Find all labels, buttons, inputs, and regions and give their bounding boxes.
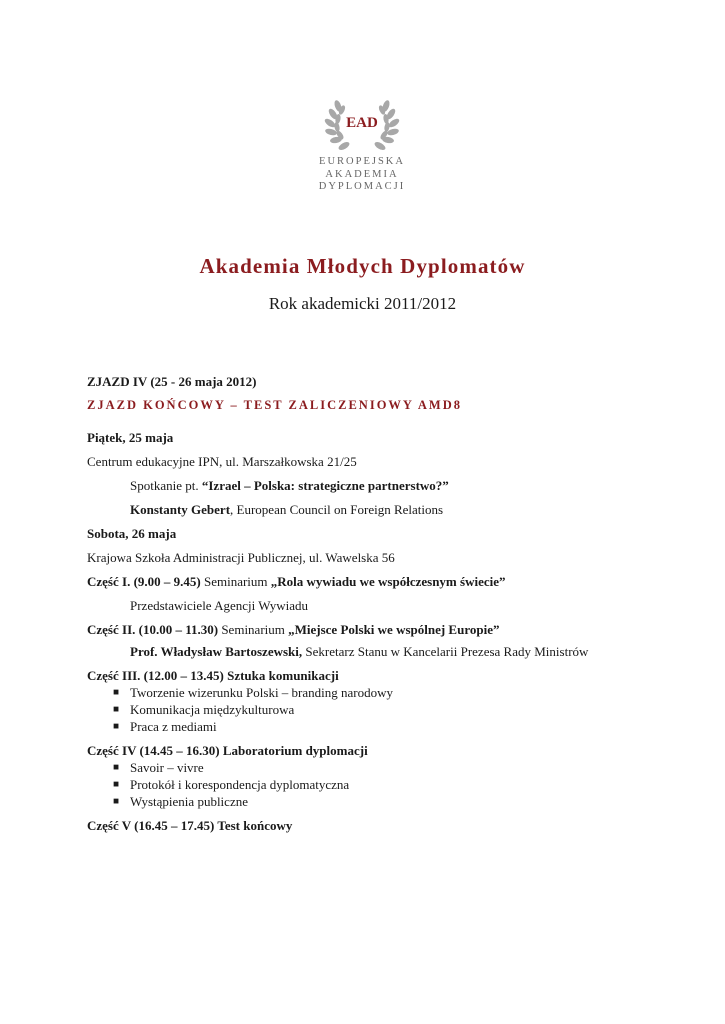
part3-label: Część III. (12.00 – 13.45) Sztuka komunikacji [87, 668, 339, 683]
part3-item-3: Praca z mediami [130, 719, 217, 734]
page-title: Akademia Młodych Dyplomatów [199, 254, 526, 278]
part1-label: Część I. (9.00 – 9.45) [87, 574, 201, 589]
logo-line-3: DYPLOMACJI [318, 181, 406, 192]
logo-line-1: EUROPEJSKA [319, 156, 405, 167]
part4-item-3: Wystąpienia publiczne [130, 794, 248, 809]
part4-label: Część IV (14.45 – 16.30) Laboratorium dyplomacji [87, 743, 368, 758]
bullet-icon: ■ [113, 687, 120, 698]
bullet-icon: ■ [113, 796, 120, 807]
part2-title: „Miejsce Polski we wspólnej Europie” [288, 622, 500, 637]
friday-speaker-name: Konstanty Gebert [130, 502, 231, 517]
logo-line-2: AKADEMIA [325, 168, 399, 180]
laurel-wreath-icon [312, 96, 412, 156]
part2-speaker-name: Prof. Władysław Bartoszewski, [130, 644, 303, 659]
part1-mid: Seminarium [200, 574, 271, 589]
zjazd-heading: ZJAZD IV (25 - 26 maja 2012) [87, 374, 257, 389]
logo-text [300, 156, 424, 194]
part2-label: Część II. (10.00 – 11.30) [87, 622, 219, 637]
part2-speaker-role: Sekretarz Stanu w Kancelarii Prezesa Rady Ministrów [302, 644, 589, 659]
saturday-venue: Krajowa Szkoła Administracji Publicznej, ul. Wawelska 56 [87, 550, 395, 565]
part2-line [87, 622, 499, 638]
page-subtitle: Rok akademicki 2011/2012 [268, 294, 457, 313]
part3-item-2: Komunikacja międzykulturowa [130, 702, 295, 717]
part3-item-1: Tworzenie wizerunku Polski – branding narodowy [130, 685, 394, 700]
bullet-icon: ■ [113, 779, 120, 790]
friday-speaker [130, 502, 443, 518]
friday-speaker-role: , European Council on Foreign Relations [230, 502, 444, 517]
zjazd-subheading: ZJAZD KOŃCOWY – TEST ZALICZENIOWY AMD8 [87, 398, 463, 412]
bullet-icon: ■ [113, 762, 120, 773]
friday-meeting-prefix: Spotkanie pt. [130, 478, 202, 493]
part5-label: Część V (16.45 – 17.45) Test końcowy [87, 818, 293, 833]
bullet-icon: ■ [113, 704, 120, 715]
part1-line [87, 574, 506, 590]
part1-speaker: Przedstawiciele Agencji Wywiadu [130, 598, 309, 613]
part4-item-2: Protokół i korespondencja dyplomatyczna [130, 777, 350, 792]
bullet-icon: ■ [113, 721, 120, 732]
friday-meeting [130, 478, 449, 494]
part1-title: „Rola wywiadu we współczesnym świecie” [270, 574, 506, 589]
friday-venue: Centrum edukacyjne IPN, ul. Marszałkowska 21/25 [87, 454, 357, 469]
saturday-heading: Sobota, 26 maja [87, 526, 177, 541]
logo-initials: EAD [346, 115, 378, 131]
friday-heading: Piątek, 25 maja [87, 430, 174, 445]
part2-speaker [130, 644, 588, 660]
part4-item-1: Savoir – vivre [130, 760, 204, 775]
friday-meeting-title: “Izrael – Polska: strategiczne partnerstwo?” [201, 478, 449, 493]
part2-mid: Seminarium [218, 622, 289, 637]
